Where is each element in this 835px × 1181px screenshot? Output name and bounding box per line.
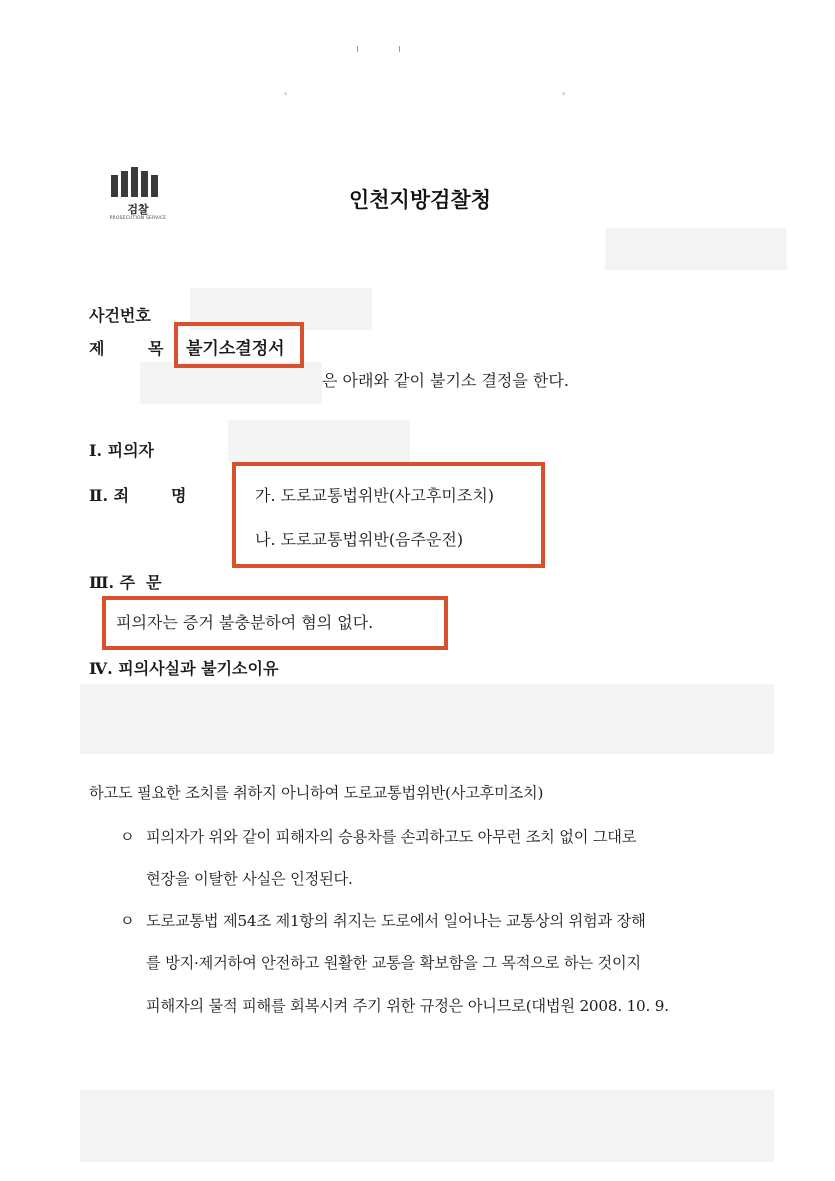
subject-label-part1: 제 bbox=[89, 339, 105, 358]
organization-title: 인천지방검찰청 bbox=[348, 188, 491, 212]
disposition-heading-part1: Ⅲ. 주 bbox=[89, 573, 136, 592]
body-line: 하고도 필요한 조치를 취하지 아니하여 도로교통법위반(사고후미조치) bbox=[89, 784, 544, 802]
prosecution-logo bbox=[102, 167, 174, 227]
punch-dot: 。 bbox=[284, 87, 294, 97]
charge-item: 가. 도로교통법위반(사고후미조치) bbox=[255, 486, 495, 505]
disposition-text: 피의자는 증거 불충분하여 혐의 없다. bbox=[116, 613, 374, 632]
redacted-paragraph bbox=[80, 684, 774, 754]
scan-mark bbox=[399, 46, 400, 52]
reason-heading: Ⅳ. 피의사실과 불기소이유 bbox=[89, 659, 279, 678]
disposition-heading-part2: 문 bbox=[146, 573, 162, 592]
body-line: 도로교통법 제54조 제1항의 취지는 도로에서 일어나는 교통상의 위험과 장해 bbox=[146, 912, 646, 930]
logo-emblem-icon bbox=[111, 167, 159, 197]
body-line: 피해자의 물적 피해를 회복시켜 주기 위한 규정은 아니므로(대법원 2008. 10. 9. bbox=[146, 997, 669, 1015]
redacted-block bbox=[605, 228, 787, 270]
redacted-name bbox=[140, 362, 322, 404]
case-number-label: 사건번호 bbox=[89, 306, 151, 325]
body-line: 현장을 이탈한 사실은 인정된다. bbox=[146, 870, 353, 888]
charge-heading-part2: 명 bbox=[171, 486, 187, 505]
body-line: 를 방지·제거하여 안전하고 원활한 교통을 확보함을 그 목적으로 하는 것이지 bbox=[146, 954, 641, 972]
redacted-suspect bbox=[228, 420, 410, 462]
logo-name: 검찰 bbox=[127, 203, 149, 216]
scan-mark bbox=[357, 46, 358, 52]
suspect-heading: Ⅰ. 피의자 bbox=[89, 441, 154, 460]
decision-sentence: 은 아래와 같이 불기소 결정을 한다. bbox=[322, 371, 569, 390]
bullet-icon: ㅇ bbox=[120, 912, 135, 930]
subject-label-part2: 목 bbox=[148, 339, 164, 358]
charge-item: 나. 도로교통법위반(음주운전) bbox=[255, 530, 464, 549]
punch-dot: 。 bbox=[562, 87, 572, 97]
charge-heading-part1: Ⅱ. 죄 bbox=[89, 486, 130, 505]
redacted-paragraph bbox=[80, 1090, 774, 1162]
highlight-box bbox=[232, 462, 545, 568]
document-title: 불기소결정서 bbox=[186, 339, 285, 359]
bullet-icon: ㅇ bbox=[120, 828, 135, 846]
logo-subtitle: PROSECUTION SERVICE bbox=[109, 216, 167, 221]
body-line: 피의자가 위와 같이 피해자의 승용차를 손괴하고도 아무런 조치 없이 그대로 bbox=[146, 828, 637, 846]
